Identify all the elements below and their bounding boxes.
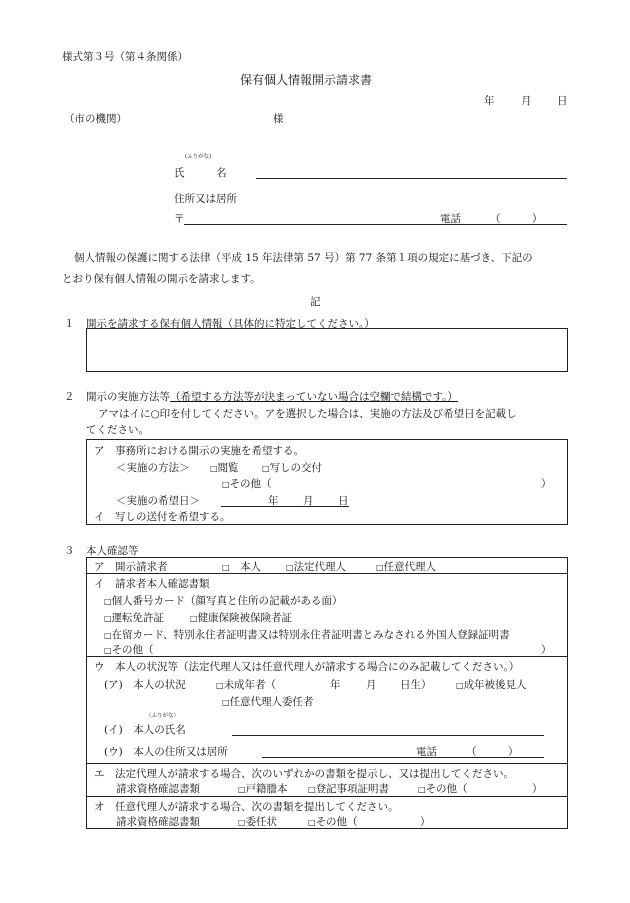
checkbox-icon[interactable]: □ bbox=[222, 480, 230, 489]
checkbox-icon[interactable]: □ bbox=[190, 614, 198, 623]
date-year-label: 年 bbox=[484, 95, 495, 107]
ki-heading: 記 bbox=[310, 296, 321, 308]
section3-title: 本人確認等 bbox=[86, 545, 139, 557]
checkbox-icon[interactable]: □ bbox=[286, 563, 294, 572]
minor-month: 月 bbox=[366, 679, 377, 691]
postal-mark: 〒 bbox=[174, 213, 185, 225]
section3-u-label: ウ 本人の状況等（法定代理人又は任意代理人が請求する場合にのみ記載してください。） bbox=[94, 661, 520, 673]
section2-i-label: イ 写しの送付を希望する。 bbox=[94, 511, 231, 523]
opt-adult-ward[interactable]: □成年被後見人 bbox=[456, 679, 527, 691]
opt-legal-agent[interactable]: □法定代理人 bbox=[286, 561, 347, 573]
minor-year: 年 bbox=[330, 679, 341, 691]
close-paren: ） bbox=[420, 816, 431, 828]
date-label: ＜実施の希望日＞ bbox=[116, 495, 200, 507]
minor-birth-day: 日生） bbox=[400, 679, 432, 691]
section2-title: 開示の実施方法等（希望する方法等が決まっていない場合は空欄で結構です。） bbox=[86, 391, 458, 403]
checkbox-icon[interactable]: □ bbox=[104, 597, 112, 606]
desired-year: 年 bbox=[268, 495, 279, 507]
method-label: ＜実施の方法＞ bbox=[116, 462, 190, 474]
desired-day: 日 bbox=[338, 495, 349, 507]
opt-view[interactable]: □閲覧 bbox=[210, 462, 239, 474]
opt-health-insurance[interactable]: □健康保険被保険者証 bbox=[190, 612, 293, 624]
section3-o-label: オ 任意代理人が請求する場合、次の書類を提出してください。 bbox=[94, 801, 399, 813]
principal-status-label: (ア) 本人の状況 bbox=[104, 679, 186, 691]
intro-line-1: 個人情報の保護に関する法律（平成 15 年法律第 57 号）第 77 条第１項の規定に基づき、下記の bbox=[74, 252, 533, 264]
opt-mynumber-card[interactable]: □個人番号カード（顔写真と住所の記載がある面） bbox=[104, 595, 343, 607]
date-day-label: 日 bbox=[557, 95, 568, 107]
checkbox-icon[interactable]: □ bbox=[104, 631, 112, 640]
opt-other[interactable]: □その他（ bbox=[222, 478, 272, 490]
section3-number: ３ bbox=[64, 545, 75, 557]
opt-residence-card[interactable]: □在留カード、特別永住者証明書又は特別永住者証明書とみなされる外国人登録証明書 bbox=[104, 629, 510, 641]
phone-parens: （ ） bbox=[490, 213, 543, 225]
section2-note-2: てください。 bbox=[86, 424, 149, 436]
opt-principal[interactable]: □任意代理人委任者 bbox=[222, 696, 314, 708]
opt-legal-other[interactable]: □その他（ bbox=[418, 783, 468, 795]
opt-power-of-attorney[interactable]: □委任状 bbox=[238, 816, 278, 828]
voluntary-docs-label: 請求資格確認書類 bbox=[116, 816, 200, 828]
checkbox-icon[interactable]: □ bbox=[308, 785, 316, 794]
opt-registry-cert[interactable]: □登記事項証明書 bbox=[308, 783, 390, 795]
divider bbox=[86, 656, 568, 657]
section1-number: １ bbox=[64, 318, 75, 330]
form-number: 様式第３号（第４条関係） bbox=[62, 51, 188, 63]
checkbox-icon[interactable]: □ bbox=[418, 785, 426, 794]
divider bbox=[86, 796, 568, 797]
opt-voluntary-other[interactable]: □その他（ bbox=[308, 816, 358, 828]
opt-copy[interactable]: □写しの交付 bbox=[262, 462, 323, 474]
opt-family-register[interactable]: □戸籍謄本 bbox=[238, 783, 288, 795]
page-title: 保有個人情報開示請求書 bbox=[240, 73, 373, 87]
furigana-label: (ふりがな) bbox=[185, 154, 212, 160]
opt-id-other[interactable]: □その他（ bbox=[104, 644, 154, 656]
name-field[interactable] bbox=[256, 178, 567, 179]
close-paren: ） bbox=[541, 644, 552, 656]
checkbox-icon[interactable]: □ bbox=[210, 464, 218, 473]
checkbox-icon[interactable]: □ bbox=[456, 681, 464, 690]
opt-self[interactable]: □ 本人 bbox=[222, 561, 262, 573]
principal-name-field[interactable] bbox=[232, 735, 544, 736]
principal-phone-label: 電話 bbox=[416, 746, 437, 758]
section3-e-label: エ 法定代理人が請求する場合、次のいずれかの書類を提示し、又は提出してください。 bbox=[94, 768, 514, 780]
section3-a-label: ア 開示請求者 bbox=[94, 561, 168, 573]
opt-minor[interactable]: □未成年者（ bbox=[216, 679, 277, 691]
addressee-sama: 様 bbox=[273, 113, 284, 125]
section3-i-label: イ 請求者本人確認書類 bbox=[94, 578, 210, 590]
divider bbox=[86, 763, 568, 764]
opt-voluntary-agent[interactable]: □任意代理人 bbox=[376, 561, 437, 573]
checkbox-icon[interactable]: □ bbox=[222, 563, 230, 572]
date-month-label: 月 bbox=[521, 95, 532, 107]
desired-month: 月 bbox=[303, 495, 314, 507]
section1-info-box[interactable] bbox=[86, 328, 568, 372]
addressee-org: （市の機関） bbox=[64, 113, 127, 125]
checkbox-icon[interactable]: □ bbox=[104, 614, 112, 623]
section2-a-label: ア 事務所における開示の実施を希望する。 bbox=[94, 445, 304, 457]
checkbox-icon[interactable]: □ bbox=[238, 818, 246, 827]
section2-note-1: アマはイに○印を付してください。アを選択した場合は、実施の方法及び希望日を記載し bbox=[98, 408, 517, 420]
desired-date-field[interactable] bbox=[221, 506, 349, 507]
name-label: 氏 名 bbox=[174, 167, 227, 179]
close-paren: ） bbox=[532, 783, 543, 795]
checkbox-icon[interactable]: □ bbox=[216, 681, 224, 690]
checkbox-icon[interactable]: □ bbox=[376, 563, 384, 572]
opt-drivers-license[interactable]: □運転免許証 bbox=[104, 612, 165, 624]
checkbox-icon[interactable]: □ bbox=[308, 818, 316, 827]
section1-title: 開示を請求する保有個人情報（具体的に特定してください。） bbox=[86, 318, 375, 330]
phone-label: 電話 bbox=[440, 213, 461, 225]
address-label: 住所又は居所 bbox=[174, 193, 237, 205]
checkbox-icon[interactable]: □ bbox=[104, 646, 112, 655]
principal-phone-parens: （ ） bbox=[466, 746, 519, 758]
principal-furigana: （ふりがな） bbox=[146, 713, 180, 719]
principal-address-label: (ウ) 本人の住所又は居所 bbox=[104, 746, 228, 758]
checkbox-icon[interactable]: □ bbox=[238, 785, 246, 794]
close-paren: ） bbox=[541, 478, 552, 490]
legal-docs-label: 請求資格確認書類 bbox=[116, 783, 200, 795]
section2-number: ２ bbox=[64, 391, 75, 403]
principal-name-label: (イ) 本人の氏名 bbox=[104, 724, 186, 736]
checkbox-icon[interactable]: □ bbox=[222, 698, 230, 707]
checkbox-icon[interactable]: □ bbox=[262, 464, 270, 473]
intro-line-2: とおり保有個人情報の開示を請求します。 bbox=[62, 273, 261, 285]
